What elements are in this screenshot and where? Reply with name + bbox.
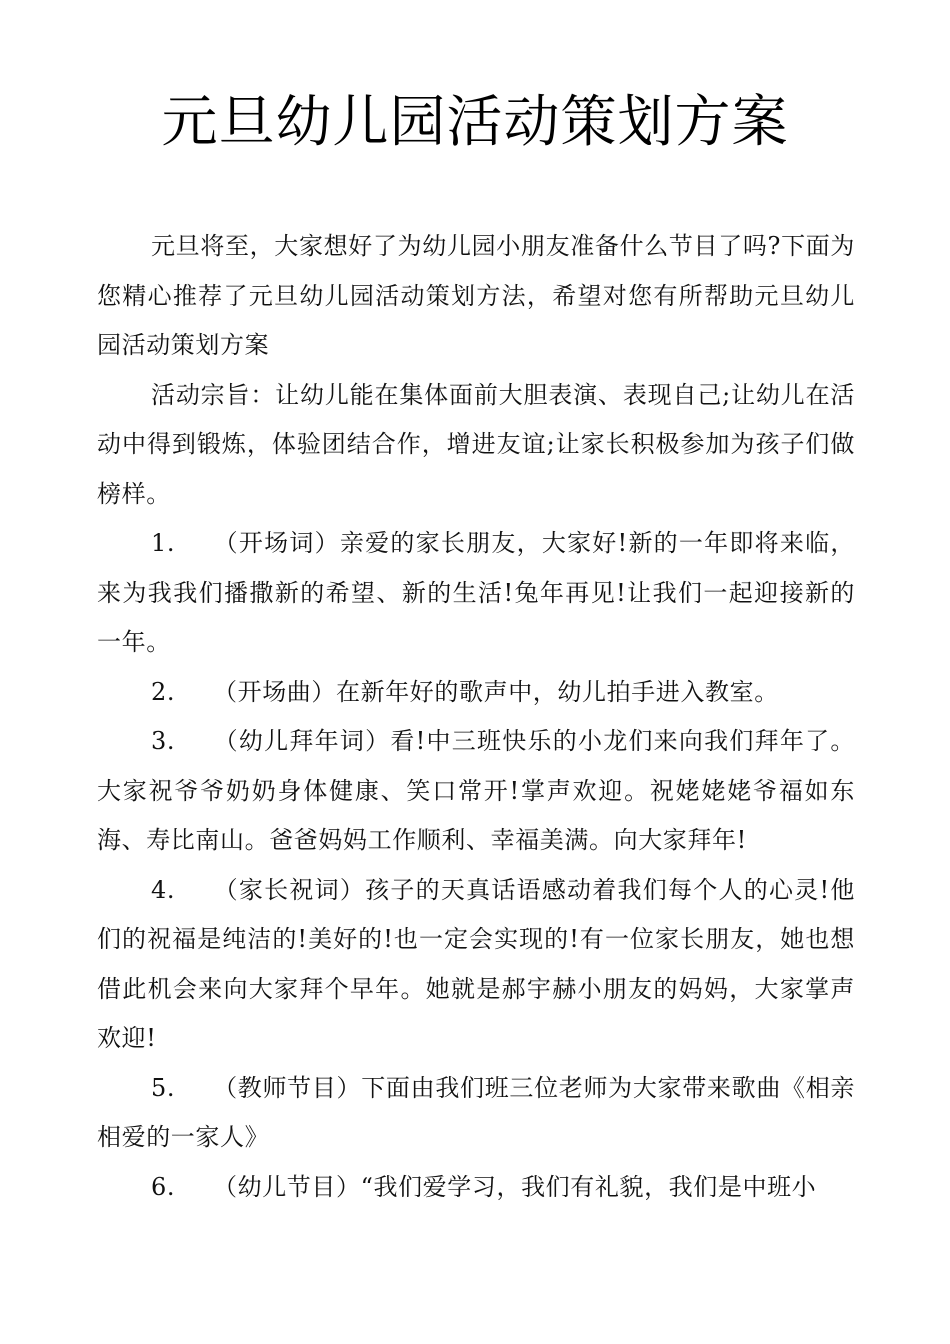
intro-paragraph: 元旦将至，大家想好了为幼儿园小朋友准备什么节目了吗?下面为您精心推荐了元旦幼儿园活动策划方法，希望对您有所帮助元旦幼儿园活动策划方案 [97, 232, 855, 359]
item-number: 6. [151, 1172, 176, 1201]
document-title: 元旦幼儿园活动策划方案 [161, 90, 789, 155]
item-text: （幼儿拜年词）看!中三班快乐的小龙们来向我们拜年了。大家祝爷爷奶奶身体健康、笑口常开!掌声欢迎。祝姥姥姥爷福如东海、寿比南山。爸爸妈妈工作顺利、幸福美满。向大家拜年! [97, 727, 855, 854]
item-number: 1. [151, 529, 176, 557]
item-text: （开场词）亲爱的家长朋友，大家好!新的一年即将来临，来为我我们播撒新的希望、新的生活!兔年再见!让我们一起迎接新的一年。 [97, 529, 855, 656]
item-number: 5. [151, 1073, 176, 1102]
item-text: （教师节目）下面由我们班三位老师为大家带来歌曲《相亲相爱的一家人》 [97, 1073, 855, 1151]
item-text: （幼儿节目）“我们爱学习，我们有礼貌，我们是中班小 [213, 1172, 817, 1201]
document-body [97, 222, 855, 1212]
item-text: （开场曲）在新年好的歌声中，幼儿拍手进入教室。 [213, 677, 779, 706]
item-text: （家长祝词）孩子的天真话语感动着我们每个人的心灵!他们的祝福是纯洁的!美好的!也一定会实现的!有一位家长朋友，她也想借此机会来向大家拜个早年。她就是郝宇赫小朋友的妈妈，大家掌声欢迎! [97, 875, 855, 1052]
list-item [97, 866, 855, 1064]
list-item [97, 1163, 855, 1213]
list-item [97, 717, 855, 866]
item-number: 3. [151, 727, 176, 755]
list-item [97, 1064, 855, 1163]
list-item [97, 668, 855, 718]
purpose-paragraph: 活动宗旨：让幼儿能在集体面前大胆表演、表现自己;让幼儿在活动中得到锻炼，体验团结合作，增进友谊;让家长积极参加为孩子们做榜样。 [97, 380, 855, 508]
item-number: 4. [151, 875, 176, 904]
list-item [97, 519, 855, 668]
item-number: 2. [151, 677, 176, 706]
